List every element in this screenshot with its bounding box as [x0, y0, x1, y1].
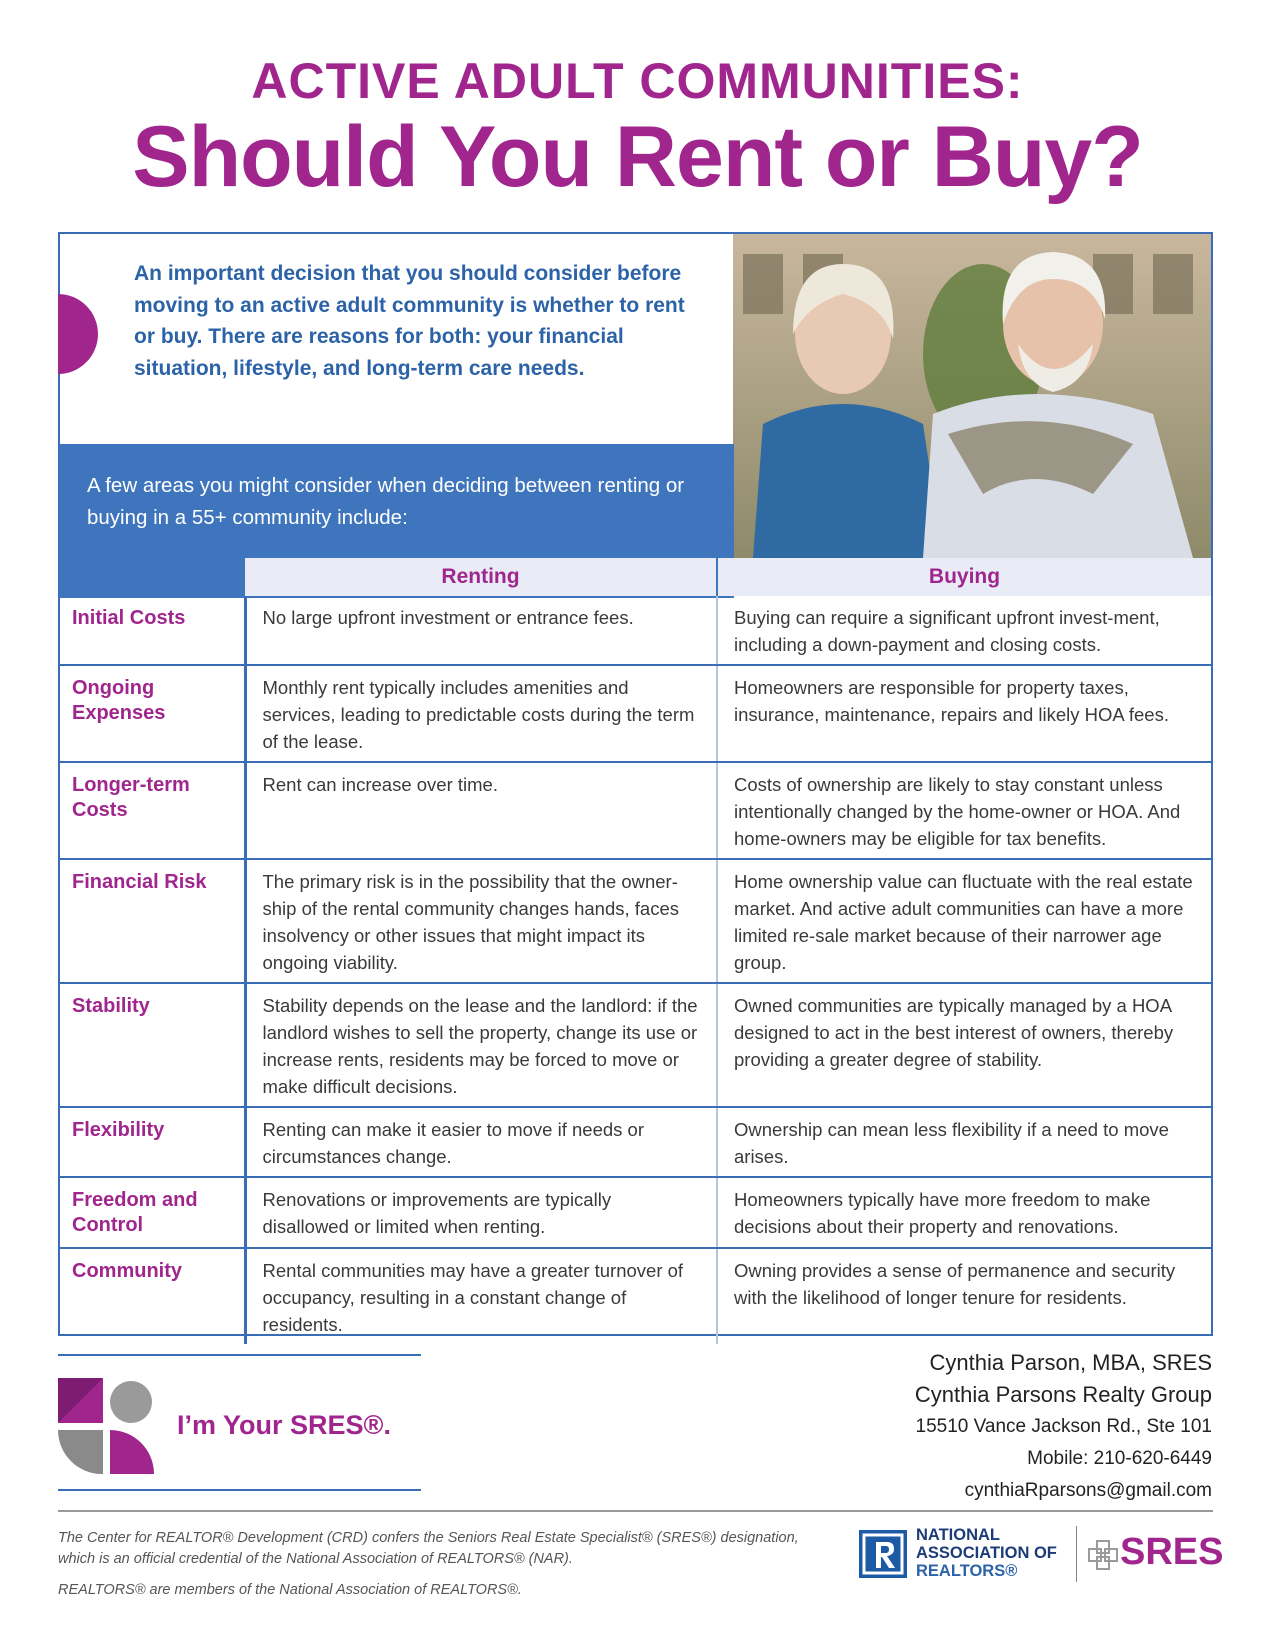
sres-wordmark: SRES [1120, 1531, 1224, 1573]
logo-divider [1076, 1526, 1077, 1582]
row-label: Initial Costs [59, 596, 245, 665]
agent-address: 15510 Vance Jackson Rd., Ste 101 [915, 1416, 1212, 1437]
table-row [59, 762, 1211, 859]
row-label: Freedom and Control [59, 1177, 245, 1248]
row-label: Community [59, 1248, 245, 1344]
nar-line-2: ASSOCIATION OF [916, 1544, 1057, 1562]
renting-cell: Renovations or improvements are typically disallowed or limited when renting. [245, 1177, 717, 1248]
comparison-table [59, 596, 1211, 1344]
sres-mark-icon [58, 1378, 158, 1474]
buying-cell: Ownership can mean less flexibility if a need to move arises. [717, 1107, 1211, 1177]
table-row [59, 665, 1211, 762]
footer-rule [58, 1510, 1213, 1512]
table-row [59, 1107, 1211, 1177]
divider-top [58, 1354, 421, 1356]
buying-cell: Homeowners typically have more freedom to make decisions about their property and renovations. [717, 1177, 1211, 1248]
renting-cell: Rent can increase over time. [245, 762, 717, 859]
nar-logo-icon [859, 1530, 907, 1578]
buying-cell: Costs of ownership are likely to stay constant unless intentionally changed by the home-owner or HOA. And home-owners may be eligible for tax benefits. [717, 762, 1211, 859]
row-label: Stability [59, 983, 245, 1107]
renting-cell: No large upfront investment or entrance fees. [245, 596, 717, 665]
table-row [59, 1177, 1211, 1248]
nar-line-1: NATIONAL [916, 1526, 1001, 1544]
buying-cell: Owning provides a sense of permanence and security with the likelihood of longer tenure for residents. [734, 1260, 1176, 1308]
headline: Should You Rent or Buy? [132, 109, 1143, 205]
row-label: Flexibility [59, 1107, 245, 1177]
headline-kicker: ACTIVE ADULT COMMUNITIES: [251, 53, 1024, 109]
table-row [59, 1248, 1211, 1344]
nar-wordmark [916, 1526, 1057, 1580]
sres-cross-icon [1088, 1540, 1118, 1570]
buying-cell: Owned communities are typically managed by a HOA designed to act in the best interest of owners, thereby providing a greater degree of stability. [717, 983, 1211, 1107]
agent-mobile: Mobile: 210-620-6449 [1027, 1448, 1212, 1469]
divider-bottom [58, 1489, 421, 1491]
row-label: Ongoing Expenses [59, 665, 245, 762]
tagline: I’m Your SRES®. [177, 1410, 391, 1440]
column-header-buying: Buying [718, 558, 1211, 596]
footnote-crd: The Center for REALTOR® Development (CRD) confers the Seniors Real Estate Specialist® (SRES®) designation, which is an official credential of the National Association of REALTORS® (NAR). [58, 1530, 799, 1567]
row-label: Longer-term Costs [59, 762, 245, 859]
couple-photo [733, 234, 1211, 558]
agent-name: Cynthia Parson, MBA, SRES [929, 1350, 1212, 1375]
renting-cell: Renting can make it easier to move if needs or circumstances change. [245, 1107, 717, 1177]
renting-cell: The primary risk is in the possibility that the owner-ship of the rental community changes hands, faces insolvency or other issues that might impact its ongoing viability. [245, 859, 717, 983]
agent-company: Cynthia Parsons Realty Group [914, 1382, 1212, 1407]
intro-paragraph: An important decision that you should consider before moving to an active adult community is whether to rent or buy. There are reasons for both: your financial situation, lifestyle, and long-term care needs. [134, 262, 685, 380]
renting-cell: Stability depends on the lease and the landlord: if the landlord wishes to sell the property, change its use or increase rents, residents may be forced to move or make difficult decisions. [245, 983, 717, 1107]
buying-cell: Home ownership value can fluctuate with the real estate market. And active adult communities can have a more limited re-sale market because of their narrower age group. [717, 859, 1211, 983]
buying-cell: Buying can require a significant upfront invest-ment, including a down-payment and closing costs. [717, 596, 1211, 665]
buying-cell: Homeowners are responsible for property taxes, insurance, maintenance, repairs and likely HOA fees. [717, 665, 1211, 762]
renting-cell: Monthly rent typically includes amenities and services, leading to predictable costs during the term of the lease. [245, 665, 717, 762]
agent-email[interactable]: cynthiaRparsons@gmail.com [964, 1480, 1212, 1501]
renting-cell: Rental communities may have a greater turnover of occupancy, resulting in a constant change of residents. [245, 1248, 717, 1344]
table-row [59, 983, 1211, 1107]
table-row [59, 859, 1211, 983]
row-label: Financial Risk [59, 859, 245, 983]
nar-line-3: REALTORS® [916, 1562, 1018, 1580]
band-text: A few areas you might consider when deciding between renting or buying in a 55+ community include: [87, 474, 685, 529]
column-header-renting: Renting [245, 558, 716, 596]
footnote-realtors: REALTORS® are members of the National Association of REALTORS®. [58, 1582, 522, 1598]
table-row [59, 596, 1211, 665]
